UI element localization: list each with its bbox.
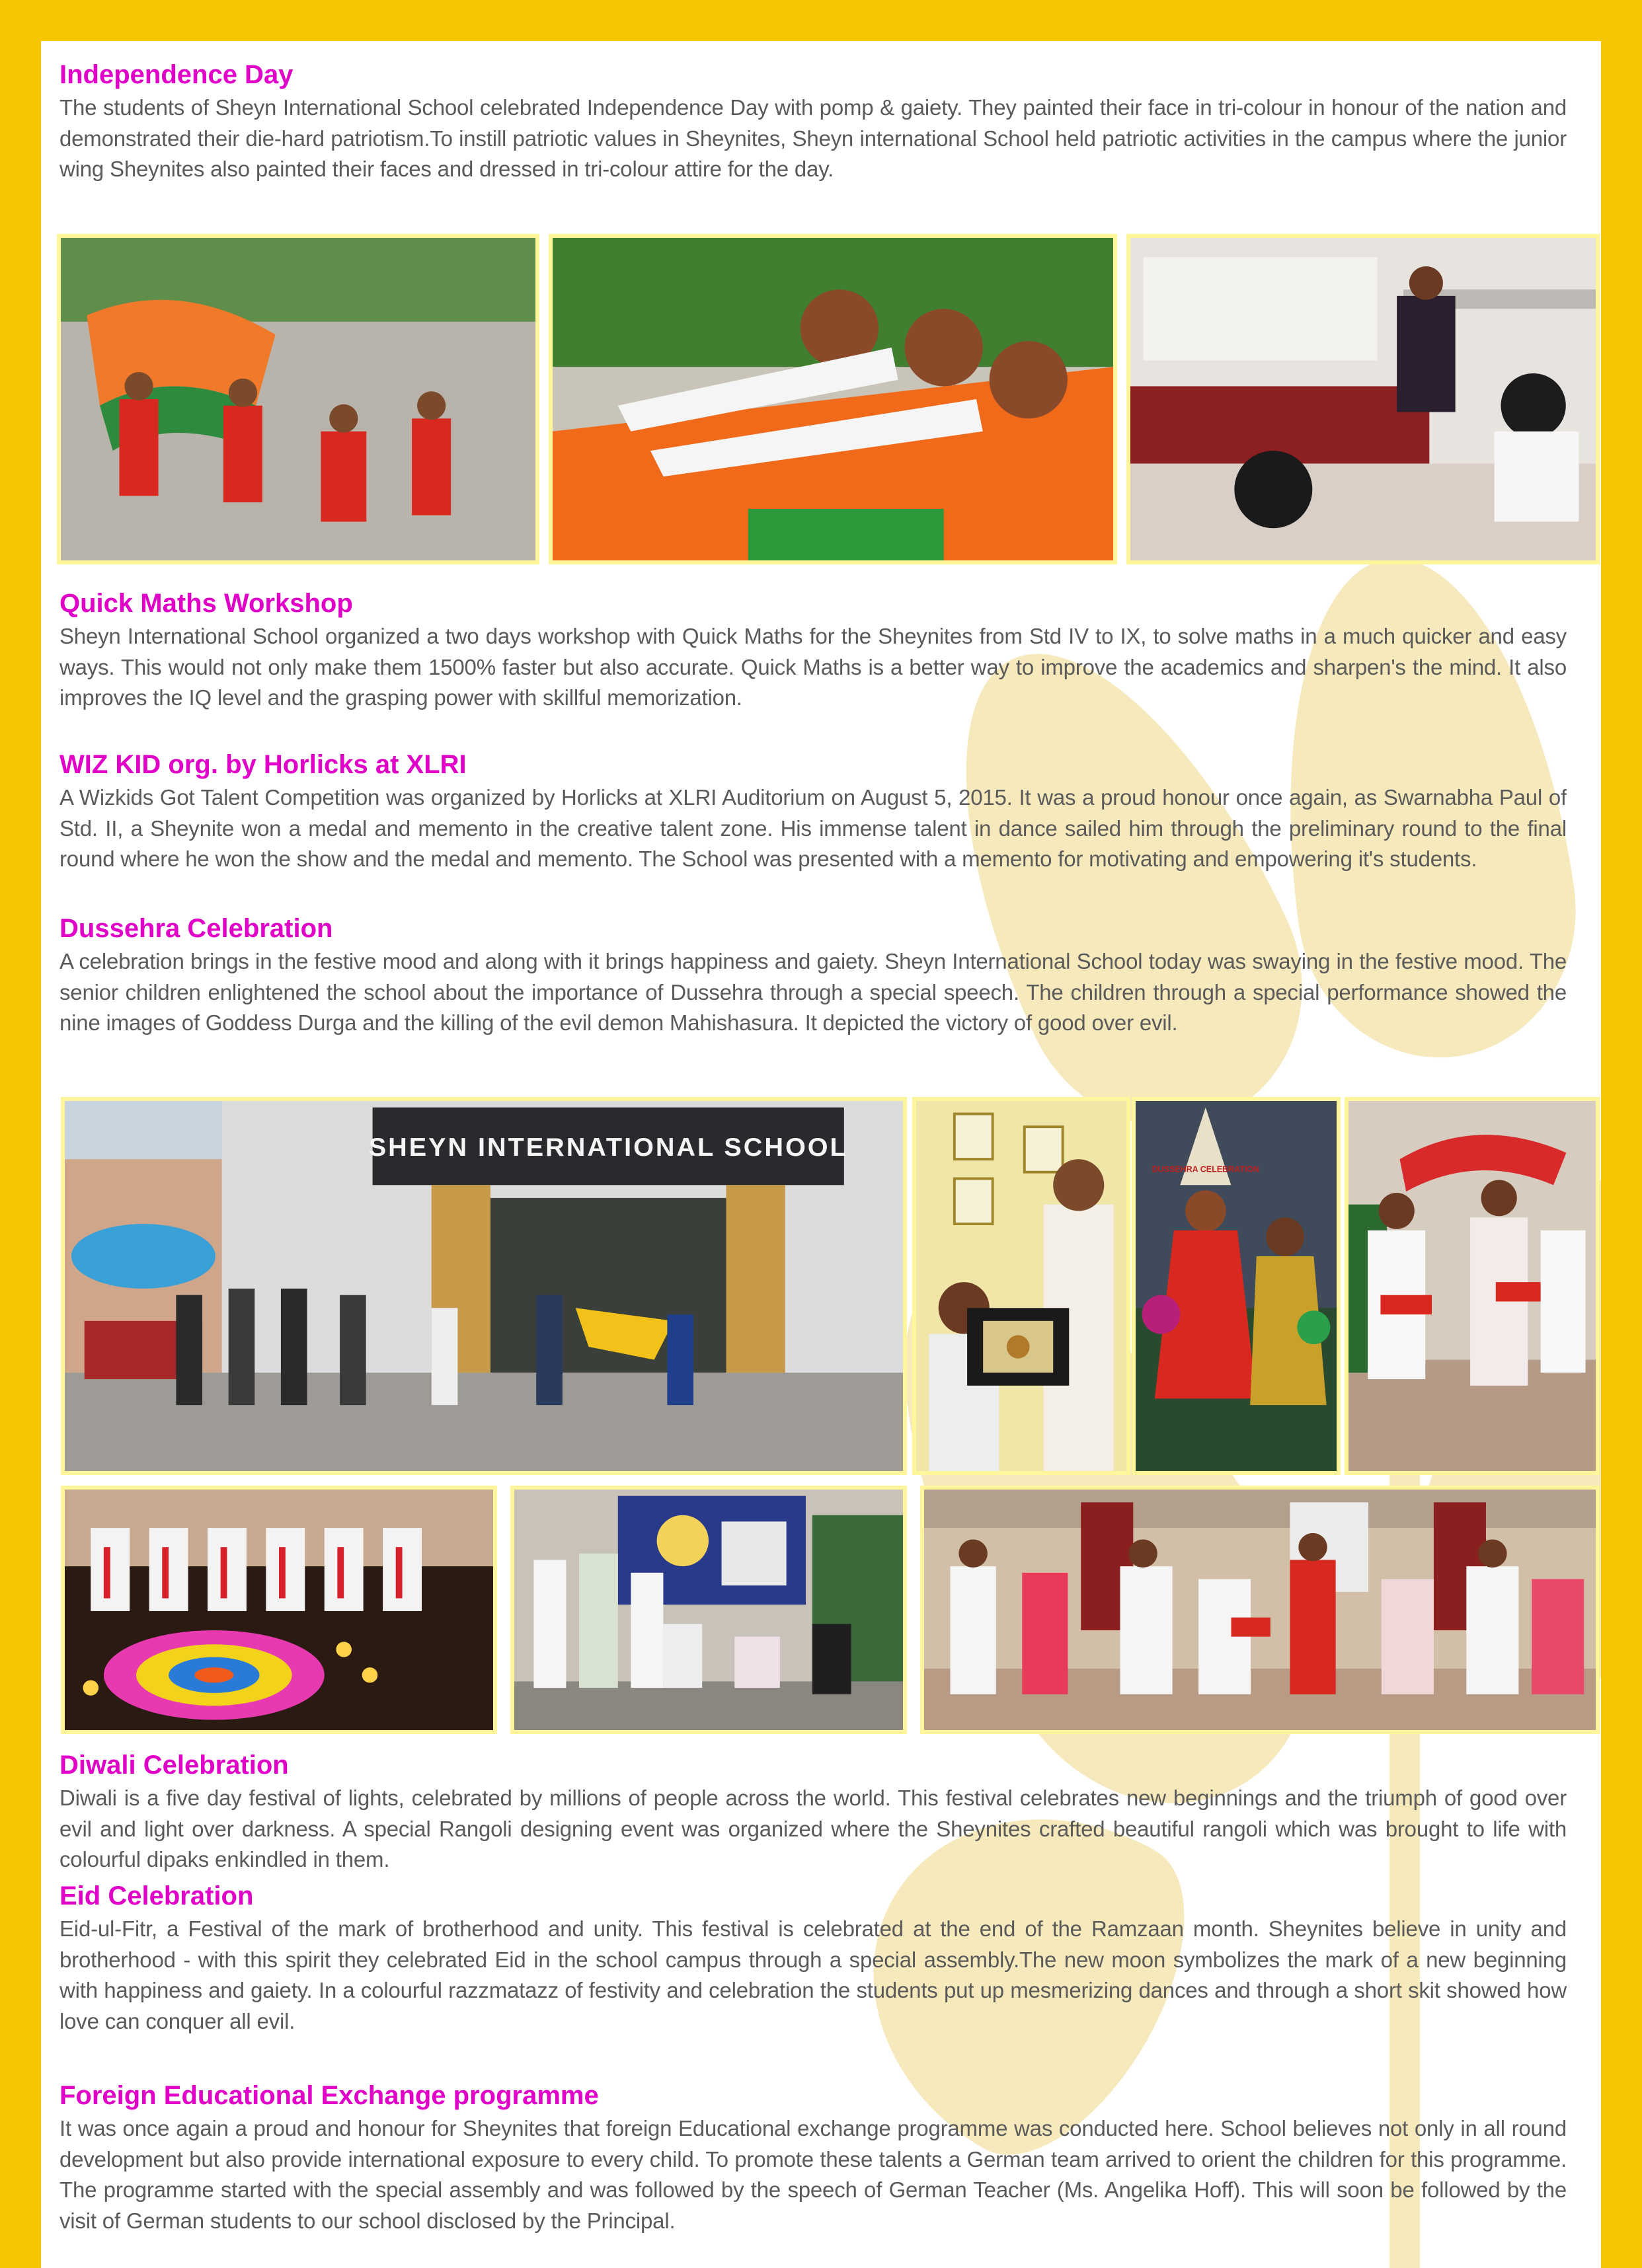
photo-classroom-workshop — [1126, 234, 1600, 564]
photo-medal-award — [912, 1097, 1130, 1475]
exchange-text: It was once again a proud and honour for Sheynites that foreign Educational exchange programme was conducted here. School believes not only in all round development but also provide international exposure to every child. To promote these talents a German team arrived to orient the children for this programme. The programme started with the special assembly and was followed by the speech of German Teacher (Ms. Angelika Hoff). This will soon be followed by the visit of German students to our school disclosed by the Principal. — [59, 2116, 1567, 2233]
photo-face-painted-students — [549, 234, 1117, 564]
independence-day-text: The students of Sheyn International School celebrated Independence Day with pomp & gaiety. They painted their face in tri-colour in honour of the nation and demonstrated their die-hard patriotism.To instill patriotic values in Sheynites, Sheyn international School held patriotic activities in the campus where the junior wing Sheynites also painted their faces and dressed in tri-colour attire for the day. — [59, 95, 1567, 181]
eid-text: Eid-ul-Fitr, a Festival of the mark of brotherhood and unity. This festival is celebrated at the end of the Ramzaan month. Sheynites believe in unity and brotherhood - with this spirit they celebrated Eid in the school campus through a special assembly.The new moon symbolizes the mark of a new beginning with happiness and gaiety. In a colourful razzmatazz of festivity and celebration the students put up mesmerizing dances and through a short skit showed how love can conquer all evil. — [59, 1916, 1567, 2033]
quick-maths-text: Sheyn International School organized a two days workshop with Quick Maths for the Sheynites from Std IV to IX, to solve maths in a much quicker and easy ways. This would not only make them 1500% faster but also accurate. Quick Maths is a better way to improve the academics and sharpen's the mind. It also improves the IQ level and the grasping power with skillful memorization. — [59, 624, 1567, 710]
photo-eid-dance — [920, 1486, 1600, 1734]
eid-title: Eid Celebration — [59, 1881, 254, 1910]
dussehra-banner-text: DUSSEHRA CELEBRATION — [1152, 1164, 1260, 1174]
photo-eid-skit — [510, 1486, 907, 1734]
photo-flag-dance — [57, 234, 539, 564]
dussehra-title: Dussehra Celebration — [59, 914, 333, 943]
exchange-title: Foreign Educational Exchange programme — [59, 2081, 599, 2110]
quick-maths-title: Quick Maths Workshop — [59, 589, 353, 618]
diwali-text: Diwali is a five day festival of lights, celebrated by millions of people across the world. This festival celebrates new beginnings and the triumph of good over evil and light over darkness. A special Rangoli designing event was organized where the Sheynites crafted beautiful rangoli which was brought to life with colourful dipaks enkindled in them. — [59, 1786, 1567, 1871]
photo-diwali-rangoli — [61, 1486, 497, 1734]
diwali-title: Diwali Celebration — [59, 1751, 289, 1780]
dussehra-text: A celebration brings in the festive mood and along with it brings happiness and gaiety. Sheyn International School today was swaying in the festive mood. The senior children enlightened the school about the importance of Dussehra through a special speech. The children through a special performance showed the nine images of Goddess Durga and the killing of the evil demon Mahishasura. It depicted the victory of good over evil. — [59, 949, 1567, 1035]
independence-day-title: Independence Day — [59, 60, 293, 89]
photo-durga-costume — [1132, 1097, 1341, 1475]
school-sign-text: SHEYN INTERNATIONAL SCHOOL — [368, 1133, 848, 1162]
photo-school-parade — [61, 1097, 907, 1475]
photo-dussehra-dance — [1345, 1097, 1600, 1475]
newsletter-page — [41, 41, 1601, 2268]
wiz-kid-title: WIZ KID org. by Horlicks at XLRI — [59, 750, 467, 779]
wiz-kid-text: A Wizkids Got Talent Competition was organized by Horlicks at XLRI Auditorium on August 5, 2015. It was a proud honour once again, as Swarnabha Paul of Std. II, a Sheynite won a medal and memento in the creative talent zone. His immense talent in dance sailed him through the preliminary round to the final round where he won the show and the medal and memento. The School was presented with a memento for motivating and empowering it's students. — [59, 785, 1567, 871]
